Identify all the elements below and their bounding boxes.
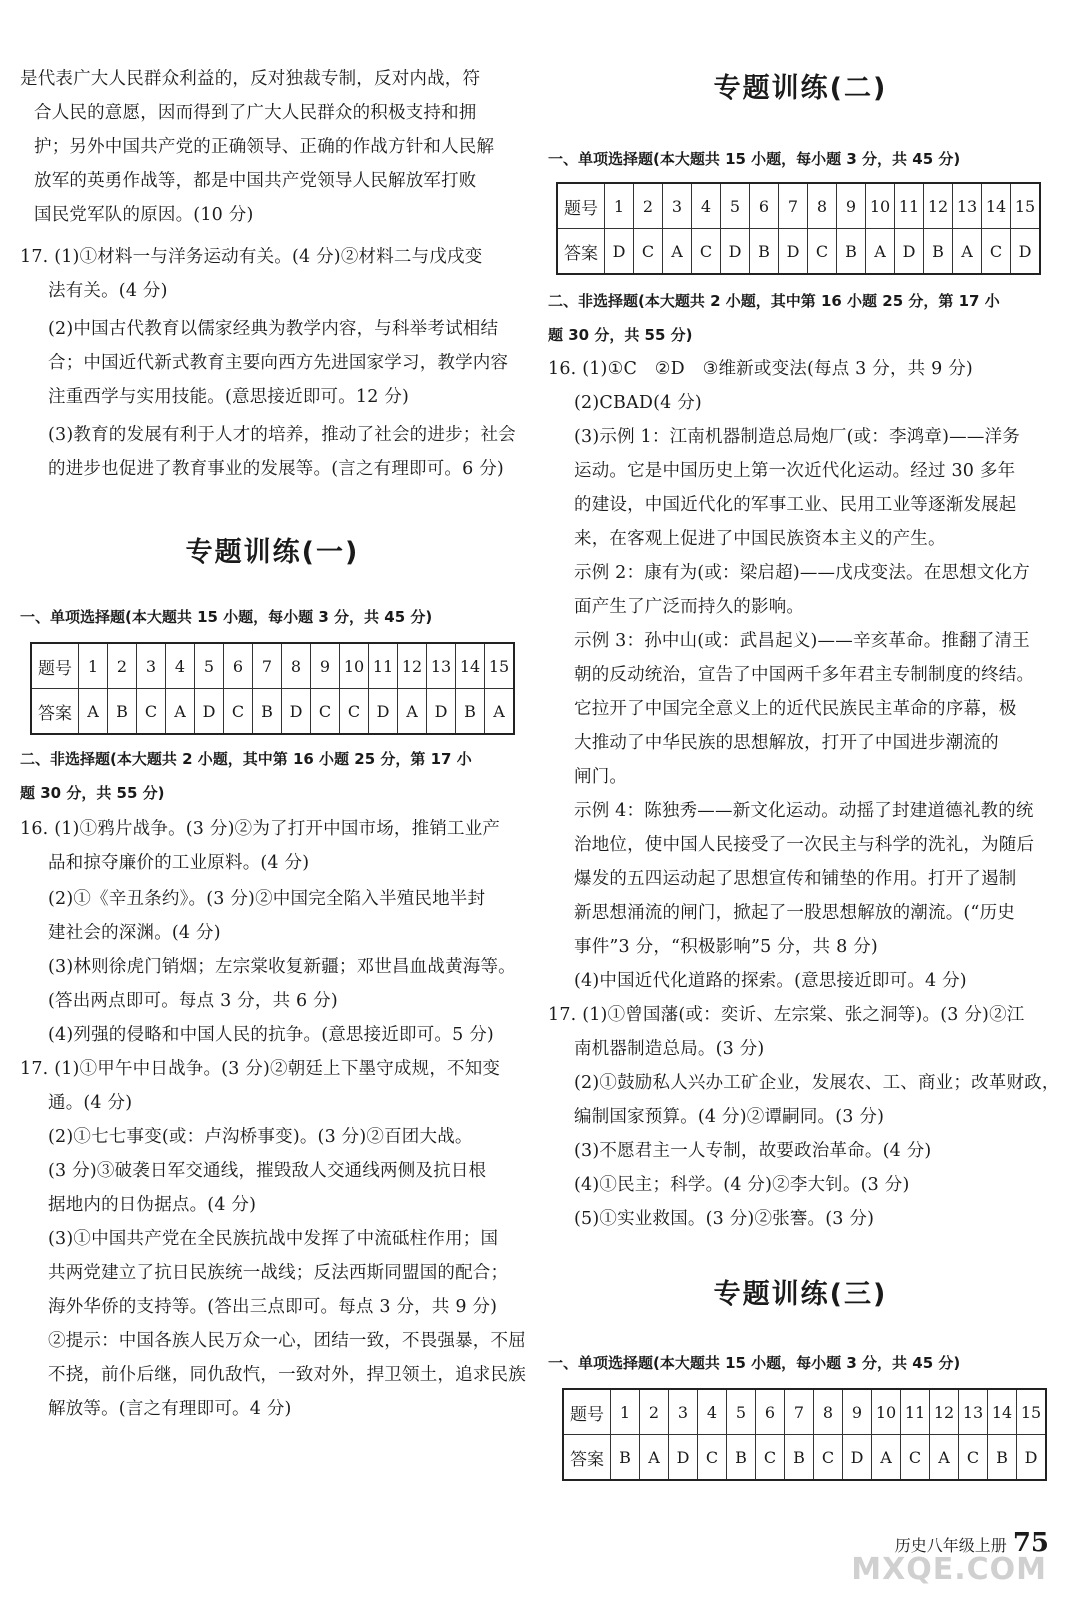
- table-cell-answer: C: [692, 229, 721, 275]
- table-cell-number: 11: [895, 183, 924, 229]
- answer-table: [562, 1388, 1047, 1481]
- table-cell-answer: A: [866, 229, 895, 275]
- table-cell-number: 14: [456, 643, 485, 689]
- table-cell-number: 9: [837, 183, 866, 229]
- text-line: (2)中国古代教育以儒家经典为教学内容，与科举考试相结: [48, 319, 499, 339]
- text-line: (3)①中国共产党在全民族抗战中发挥了中流砥柱作用；国: [48, 1229, 499, 1249]
- table-cell-number: 11: [901, 1389, 930, 1435]
- text-line: 通。(4 分): [48, 1093, 133, 1113]
- table-cell-number: 6: [756, 1389, 785, 1435]
- table-cell-answer: C: [959, 1435, 988, 1481]
- text-line: (4)中国近代化道路的探索。(意思接近即可。4 分): [574, 971, 967, 991]
- table-cell-number: 1: [79, 643, 108, 689]
- table-cell-answer: B: [988, 1435, 1017, 1481]
- table-cell-answer: B: [785, 1435, 814, 1481]
- text-line: ②提示：中国各族人民万众一心，团结一致，不畏强暴，不屈: [48, 1331, 526, 1351]
- table-cell-number: 7: [253, 643, 282, 689]
- text-line: (4)列强的侵略和中国人民的抗争。(意思接近即可。5 分): [48, 1025, 494, 1045]
- text-line: 17. (1)①材料一与洋务运动有关。(4 分)②材料二与戊戌变: [20, 247, 483, 267]
- text-line: 合人民的意愿，因而得到了广大人民群众的积极支持和拥: [34, 103, 477, 123]
- table-cell-number: 2: [640, 1389, 669, 1435]
- table-cell-number: 5: [721, 183, 750, 229]
- text-line: 的建设，中国近代化的军事工业、民用工业等逐渐发展起: [574, 495, 1017, 515]
- table-cell-answer: D: [427, 689, 456, 735]
- table-cell-number: 10: [872, 1389, 901, 1435]
- table-cell-answer: C: [311, 689, 340, 735]
- text-line: 面产生了广泛而持久的影响。: [574, 597, 805, 617]
- table-row-label: 题号: [557, 183, 605, 229]
- text-line: (4)①民主；科学。(4 分)②李大钊。(3 分): [574, 1175, 910, 1195]
- section-header: 二、非选择题(本大题共 2 小题，其中第 16 小题 25 分，第 17 小: [548, 292, 1000, 310]
- table-cell-number: 14: [982, 183, 1011, 229]
- table-cell-number: 12: [924, 183, 953, 229]
- text-line: (2)①七七事变(或：卢沟桥事变)。(3 分)②百团大战。: [48, 1127, 473, 1147]
- table-cell-answer: D: [669, 1435, 698, 1481]
- table-cell-number: 6: [224, 643, 253, 689]
- table-cell-number: 11: [369, 643, 398, 689]
- text-line: (5)①实业救国。(3 分)②张謇。(3 分): [574, 1209, 875, 1229]
- table-cell-answer: C: [756, 1435, 785, 1481]
- table-cell-number: 13: [953, 183, 982, 229]
- text-line: 治地位，使中国人民接受了一次民主与科学的洗礼，为随后: [574, 835, 1035, 855]
- table-cell-number: 15: [1011, 183, 1041, 229]
- text-line: 示例 4：陈独秀——新文化运动。动摇了封建道德礼教的统: [574, 801, 1034, 821]
- table-cell-number: 1: [611, 1389, 640, 1435]
- table-cell-answer: B: [611, 1435, 640, 1481]
- text-line: 爆发的五四运动起了思想宣传和铺垫的作用。打开了遏制: [574, 869, 1017, 889]
- table-cell-answer: A: [166, 689, 195, 735]
- table-cell-answer: A: [930, 1435, 959, 1481]
- text-line: (3 分)③破袭日军交通线，摧毁敌人交通线两侧及抗日根: [48, 1161, 487, 1181]
- table-cell-number: 14: [988, 1389, 1017, 1435]
- table-cell-number: 3: [137, 643, 166, 689]
- table-cell-answer: D: [843, 1435, 872, 1481]
- table-cell-number: 3: [669, 1389, 698, 1435]
- table-row-label: 题号: [563, 1389, 611, 1435]
- table-cell-number: 3: [663, 183, 692, 229]
- table-cell-answer: D: [1011, 229, 1041, 275]
- table-cell-answer: C: [634, 229, 663, 275]
- table-cell-number: 13: [959, 1389, 988, 1435]
- table-cell-answer: B: [750, 229, 779, 275]
- text-line: 大推动了中华民族的思想解放，打开了中国进步潮流的: [574, 733, 999, 753]
- table-row-label: 答案: [563, 1435, 611, 1481]
- text-line: 品和掠夺廉价的工业原料。(4 分): [48, 853, 310, 873]
- text-line: 国民党军队的原因。(10 分): [34, 205, 254, 225]
- table-cell-answer: D: [1017, 1435, 1047, 1481]
- table-row-label: 答案: [31, 689, 79, 735]
- table-cell-answer: C: [901, 1435, 930, 1481]
- text-line: 来，在客观上促进了中国民族资本主义的产生。: [574, 529, 946, 549]
- text-line: 南机器制造总局。(3 分): [574, 1039, 765, 1059]
- text-line: 17. (1)①甲午中日战争。(3 分)②朝廷上下墨守成规，不知变: [20, 1059, 501, 1079]
- text-line: (3)示例 1：江南机器制造总局炮厂(或：李鸿章)——洋务: [574, 427, 1020, 447]
- text-line: 16. (1)①鸦片战争。(3 分)②为了打开中国市场，推销工业产: [20, 819, 501, 839]
- text-line: (3)不愿君主一人专制，故要政治革命。(4 分): [574, 1141, 932, 1161]
- text-line: 据地内的日伪据点。(4 分): [48, 1195, 257, 1215]
- table-cell-number: 1: [605, 183, 634, 229]
- table-row-label: 答案: [557, 229, 605, 275]
- table-cell-number: 4: [692, 183, 721, 229]
- table-cell-answer: D: [195, 689, 224, 735]
- table-cell-answer: A: [398, 689, 427, 735]
- section-title: 专题训练(三): [713, 1279, 888, 1310]
- table-cell-answer: C: [137, 689, 166, 735]
- table-cell-number: 2: [634, 183, 663, 229]
- table-cell-answer: B: [727, 1435, 756, 1481]
- text-line: (3)林则徐虎门销烟；左宗棠收复新疆；邓世昌血战黄海等。: [48, 957, 516, 977]
- text-line: 17. (1)①曾国藩(或：奕䜣、左宗棠、张之洞等)。(3 分)②江: [548, 1005, 1025, 1025]
- section-title: 专题训练(二): [713, 73, 888, 104]
- table-cell-number: 2: [108, 643, 137, 689]
- text-line: 的进步也促进了教育事业的发展等。(言之有理即可。6 分): [48, 459, 504, 479]
- table-cell-number: 8: [808, 183, 837, 229]
- table-cell-answer: B: [924, 229, 953, 275]
- text-line: 护；另外中国共产党的正确领导、正确的作战方针和人民解: [34, 137, 495, 157]
- text-line: 示例 3：孙中山(或：武昌起义)——辛亥革命。推翻了清王: [574, 631, 1030, 651]
- table-cell-answer: A: [640, 1435, 669, 1481]
- text-line: 新思想涌流的闸门，掀起了一股思想解放的潮流。(“历史: [574, 903, 1015, 923]
- table-cell-answer: A: [485, 689, 515, 735]
- table-cell-number: 8: [814, 1389, 843, 1435]
- text-line: 不挠，前仆后继，同仇敌忾，一致对外，捍卫领土，追求民族: [48, 1365, 526, 1385]
- table-cell-number: 15: [485, 643, 515, 689]
- table-cell-number: 4: [698, 1389, 727, 1435]
- answer-table: [30, 642, 515, 735]
- text-line: (答出两点即可。每点 3 分，共 6 分): [48, 991, 338, 1011]
- text-line: 它拉开了中国完全意义上的近代民族民主革命的序幕，极: [574, 699, 1017, 719]
- table-cell-answer: D: [721, 229, 750, 275]
- table-cell-answer: A: [872, 1435, 901, 1481]
- table-cell-number: 10: [340, 643, 369, 689]
- answer-table: [556, 182, 1041, 275]
- table-cell-number: 4: [166, 643, 195, 689]
- text-line: 运动。它是中国历史上第一次近代化运动。经过 30 多年: [574, 461, 1016, 481]
- table-cell-answer: D: [895, 229, 924, 275]
- table-cell-answer: D: [605, 229, 634, 275]
- table-cell-answer: C: [982, 229, 1011, 275]
- section-header: 题 30 分，共 55 分): [20, 784, 165, 802]
- table-cell-answer: D: [369, 689, 398, 735]
- section-header: 一、单项选择题(本大题共 15 小题，每小题 3 分，共 45 分): [548, 150, 961, 168]
- table-cell-answer: C: [224, 689, 253, 735]
- table-cell-answer: D: [779, 229, 808, 275]
- text-line: 事件”3 分，“积极影响”5 分，共 8 分): [574, 937, 878, 957]
- table-cell-answer: C: [698, 1435, 727, 1481]
- section-header: 一、单项选择题(本大题共 15 小题，每小题 3 分，共 45 分): [20, 608, 433, 626]
- text-line: 闸门。: [574, 767, 628, 787]
- table-cell-answer: B: [253, 689, 282, 735]
- table-cell-number: 7: [779, 183, 808, 229]
- table-cell-answer: D: [282, 689, 311, 735]
- table-cell-number: 7: [785, 1389, 814, 1435]
- table-cell-number: 6: [750, 183, 779, 229]
- section-header: 二、非选择题(本大题共 2 小题，其中第 16 小题 25 分，第 17 小: [20, 750, 472, 768]
- table-cell-answer: C: [340, 689, 369, 735]
- section-header: 题 30 分，共 55 分): [548, 326, 693, 344]
- text-line: 朝的反动统治，宣告了中国两千多年君主专制制度的终结。: [574, 665, 1035, 685]
- text-line: 海外华侨的支持等。(答出三点即可。每点 3 分，共 9 分): [48, 1297, 498, 1317]
- text-line: 编制国家预算。(4 分)②谭嗣同。(3 分): [574, 1107, 885, 1127]
- text-line: 16. (1)①C ②D ③维新或变法(每点 3 分，共 9 分): [548, 359, 973, 379]
- table-cell-number: 12: [930, 1389, 959, 1435]
- text-line: (3)教育的发展有利于人才的培养，推动了社会的进步；社会: [48, 425, 516, 445]
- table-cell-answer: C: [814, 1435, 843, 1481]
- table-cell-number: 5: [727, 1389, 756, 1435]
- text-line: 示例 2：康有为(或：梁启超)——戊戌变法。在思想文化方: [574, 563, 1030, 583]
- table-cell-number: 12: [398, 643, 427, 689]
- table-cell-number: 10: [866, 183, 895, 229]
- text-line: 共两党建立了抗日民族统一战线；反法西斯同盟国的配合；: [48, 1263, 509, 1283]
- table-cell-answer: A: [79, 689, 108, 735]
- table-cell-answer: A: [663, 229, 692, 275]
- subject-label: 历史八年级上册: [894, 1536, 1007, 1555]
- section-header: 一、单项选择题(本大题共 15 小题，每小题 3 分，共 45 分): [548, 1354, 961, 1372]
- table-cell-answer: B: [108, 689, 137, 735]
- text-line: (2)CBAD(4 分): [574, 393, 702, 413]
- text-line: 合；中国近代新式教育主要向西方先进国家学习，教学内容: [48, 353, 509, 373]
- text-line: 法有关。(4 分): [48, 281, 168, 301]
- table-cell-number: 9: [311, 643, 340, 689]
- text-line: 建社会的深渊。(4 分): [48, 923, 221, 943]
- table-cell-answer: B: [456, 689, 485, 735]
- table-cell-number: 13: [427, 643, 456, 689]
- table-cell-answer: B: [837, 229, 866, 275]
- text-line: 解放等。(言之有理即可。4 分): [48, 1399, 292, 1419]
- table-cell-answer: C: [808, 229, 837, 275]
- page-number: 75: [1012, 1528, 1049, 1558]
- table-row-label: 题号: [31, 643, 79, 689]
- text-line: 是代表广大人民群众利益的，反对独裁专制，反对内战，符: [20, 69, 481, 89]
- table-cell-number: 5: [195, 643, 224, 689]
- text-line: 注重西学与实用技能。(意思接近即可。12 分): [48, 387, 410, 407]
- watermark-logo: MXQE.COM: [851, 1552, 1047, 1587]
- table-cell-answer: A: [953, 229, 982, 275]
- table-cell-number: 8: [282, 643, 311, 689]
- section-title: 专题训练(一): [185, 537, 360, 568]
- text-line: (2)①《辛丑条约》。(3 分)②中国完全陷入半殖民地半封: [48, 889, 486, 909]
- text-line: (2)①鼓励私人兴办工矿企业，发展农、工、商业；改革财政，: [574, 1073, 1060, 1093]
- text-line: 放军的英勇作战等，都是中国共产党领导人民解放军打败: [34, 171, 477, 191]
- table-cell-number: 15: [1017, 1389, 1047, 1435]
- table-cell-number: 9: [843, 1389, 872, 1435]
